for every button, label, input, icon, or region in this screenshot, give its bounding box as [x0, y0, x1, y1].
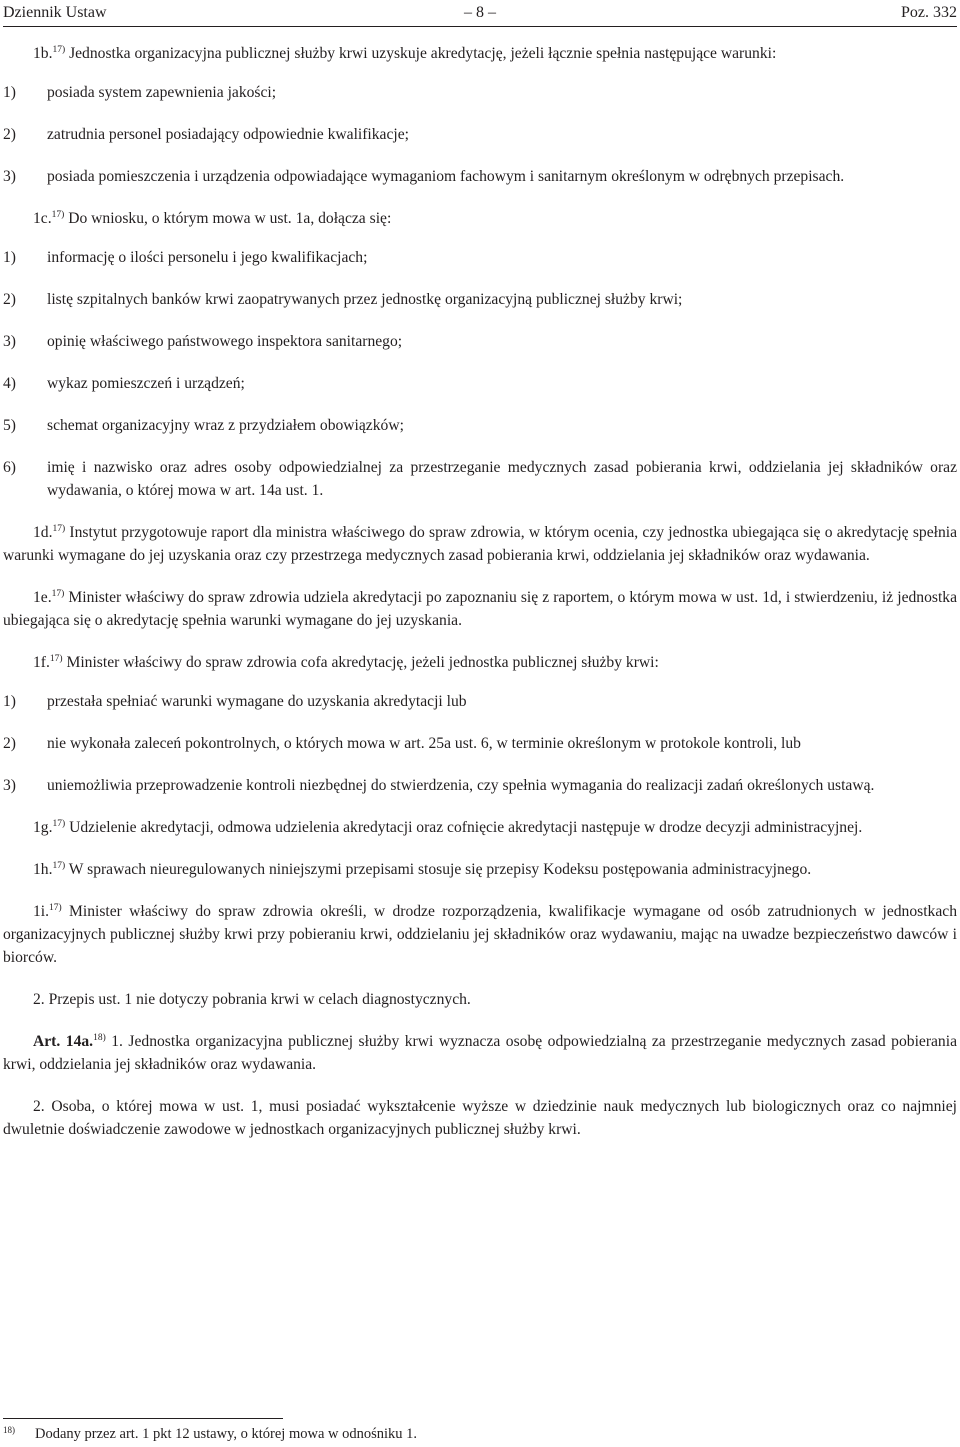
list-item [3, 165, 957, 188]
footnote [3, 1424, 957, 1444]
section-paragraph [3, 586, 957, 632]
section-paragraph [3, 1095, 957, 1141]
paragraph-number: 2. [33, 991, 45, 1008]
section-paragraph [3, 816, 957, 839]
list-item-text: imię i nazwisko oraz adres osoby odpowiedzialnej za przestrzeganie medycznych zasad pobierania krwi, oddzielania jej składników oraz wydawania, o której mowa w art. 14a ust. 1. [47, 459, 957, 499]
journal-title: Dziennik Ustaw [3, 4, 107, 21]
list-item-number: 3) [3, 777, 16, 794]
list-item-text: schemat organizacyjny wraz z przydziałem obowiązków; [47, 417, 404, 434]
footnote-reference: 17) [49, 903, 62, 913]
footnote-reference: 17) [52, 861, 66, 871]
section-paragraph [3, 988, 957, 1011]
paragraph-number: 1e. [33, 589, 52, 606]
paragraph-number: 1c. [33, 210, 52, 227]
footnote-reference: 17) [52, 45, 66, 55]
page-number: – 8 – [464, 4, 496, 21]
document-body [3, 42, 957, 1160]
position-number: Poz. 332 [901, 4, 957, 21]
article-paragraph [3, 1030, 957, 1076]
list-item-number: 4) [3, 375, 16, 392]
list-item-number: 1) [3, 84, 16, 101]
paragraph-number: 1b. [33, 45, 53, 62]
paragraph-text: Jednostka organizacyjna publicznej służby krwi uzyskuje akredytację, jeżeli łącznie spełnia następujące warunki: [65, 45, 777, 62]
list-item [3, 81, 957, 104]
list-item-text: przestała spełniać warunki wymagane do uzyskania akredytacji lub [47, 693, 467, 710]
paragraph-text: Minister właściwy do spraw zdrowia określi, w drodze rozporządzenia, kwalifikacje wymagane od osób zatrudnionych w jednostkach organizacyjnych publicznej służby krwi przy pobieraniu krwi, oddzielaniu jej składników oraz wydawaniu, mając na uwadze bezpieczeństwo dawców i biorców. [3, 903, 957, 966]
paragraph-number: 1g. [33, 819, 53, 836]
section-paragraph [3, 521, 957, 567]
list-item-text: listę szpitalnych banków krwi zaopatrywanych przez jednostkę organizacyjną publicznej służby krwi; [47, 291, 683, 308]
list-item [3, 732, 957, 755]
list-item-number: 1) [3, 249, 16, 266]
list-item-number: 5) [3, 417, 16, 434]
list-item-text: zatrudnia personel posiadający odpowiednie kwalifikacje; [47, 126, 409, 143]
footnote-rule [3, 1418, 283, 1419]
paragraph-text: Osoba, o której mowa w ust. 1, musi posiadać wykształcenie wyższe w dziedzinie nauk medycznych lub biologicznych oraz co najmniej dwuletnie doświadczenie zawodowe w jednostkach organizacyjnych publicznej służby krwi. [3, 1098, 957, 1138]
page-header [3, 1, 957, 25]
paragraph-number: 1d. [33, 524, 53, 541]
footnote-reference: 17) [52, 524, 66, 534]
paragraph-text: Do wniosku, o którym mowa w ust. 1a, dołącza się: [64, 210, 392, 227]
footnote-number: 18) [3, 1425, 15, 1435]
list-item-number: 2) [3, 291, 16, 308]
list-item-number: 1) [3, 693, 16, 710]
header-rule [3, 26, 957, 27]
paragraph-text: Przepis ust. 1 nie dotyczy pobrania krwi w celach diagnostycznych. [44, 991, 471, 1008]
list-item [3, 414, 957, 437]
list-item [3, 288, 957, 311]
paragraph-number: 1h. [33, 861, 53, 878]
list-item [3, 123, 957, 146]
list-item [3, 774, 957, 797]
section-paragraph [3, 42, 957, 65]
section-paragraph [3, 900, 957, 969]
list-item [3, 246, 957, 269]
list-item-number: 2) [3, 735, 16, 752]
paragraph-text: 1. Jednostka organizacyjna publicznej służby krwi wyznacza osobę odpowiedzialną za przestrzeganie medycznych zasad pobierania krwi, oddzielania jej składników oraz wydawania. [3, 1033, 957, 1073]
list-item-number: 6) [3, 459, 16, 476]
paragraph-text: Instytut przygotowuje raport dla ministra właściwego do spraw zdrowia, w którym ocenia, czy jednostka ubiegająca się o akredytację spełnia warunki wymagane do jej uzyskania oraz czy przestrzega medycznych zasad pobierania krwi, oddzielania jej składników oraz wydawania. [3, 524, 957, 564]
footnote-text: Dodany przez art. 1 pkt 12 ustawy, o której mowa w odnośniku 1. [35, 1426, 418, 1442]
list-item-text: posiada system zapewnienia jakości; [47, 84, 277, 101]
list-item [3, 456, 957, 502]
list-item-number: 3) [3, 333, 16, 350]
paragraph-number: Art. 14a. [33, 1033, 94, 1050]
list-item-text: posiada pomieszczenia i urządzenia odpowiadające wymaganiom fachowym i sanitarnym określonym w odrębnych przepisach. [47, 168, 845, 185]
list-item-number: 3) [3, 168, 16, 185]
section-paragraph [3, 651, 957, 674]
paragraph-number: 2. [33, 1098, 45, 1115]
footnote-reference: 17) [51, 589, 65, 599]
section-paragraph [3, 858, 957, 881]
list-item-text: opinię właściwego państwowego inspektora sanitarnego; [47, 333, 403, 350]
paragraph-number: 1f. [33, 654, 50, 671]
footnote-reference: 18) [93, 1033, 106, 1043]
list-item-text: nie wykonała zaleceń pokontrolnych, o których mowa w art. 25a ust. 6, w terminie określonym w protokole kontroli, lub [47, 735, 801, 752]
paragraph-number: 1i. [33, 903, 50, 920]
paragraph-text: Minister właściwy do spraw zdrowia udziela akredytacji po zapoznaniu się z raportem, o którym mowa w ust. 1d, i stwierdzeniu, iż jednostka ubiegająca się o akredytację spełnia warunki wymagane do jej uzyskania. [3, 589, 957, 629]
footnote-reference: 17) [49, 654, 63, 664]
list-item-text: wykaz pomieszczeń i urządzeń; [47, 375, 245, 392]
paragraph-text: Udzielenie akredytacji, odmowa udzielenia akredytacji oraz cofnięcie akredytacji następuje w drodze decyzji administracyjnej. [65, 819, 863, 836]
paragraph-text: Minister właściwy do spraw zdrowia cofa akredytację, jeżeli jednostka publicznej służby krwi: [62, 654, 659, 671]
section-paragraph [3, 207, 957, 230]
list-item-number: 2) [3, 126, 16, 143]
list-item [3, 372, 957, 395]
paragraph-text: W sprawach nieuregulowanych niniejszymi przepisami stosuje się przepisy Kodeksu postępowania administracyjnego. [65, 861, 812, 878]
footnote-reference: 17) [51, 210, 65, 220]
list-item [3, 690, 957, 713]
list-item [3, 330, 957, 353]
list-item-text: uniemożliwia przeprowadzenie kontroli niezbędnej do stwierdzenia, czy spełnia wymagania do realizacji zadań określonych ustawą. [47, 777, 875, 794]
footnote-reference: 17) [52, 819, 66, 829]
list-item-text: informację o ilości personelu i jego kwalifikacjach; [47, 249, 368, 266]
